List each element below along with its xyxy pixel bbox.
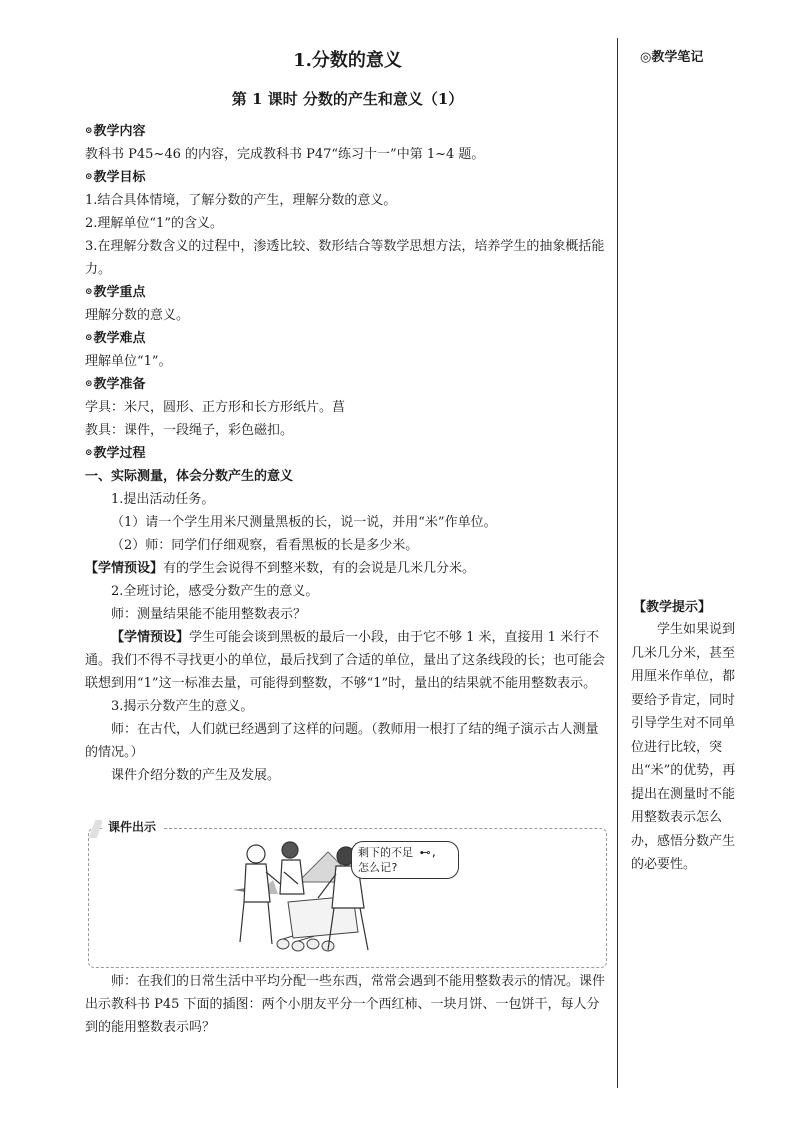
- bullet-icon: ⊙: [85, 172, 93, 182]
- notes-title: ◎教学笔记: [640, 50, 704, 65]
- section-heading-key: ⊙ 教学重点: [85, 281, 610, 304]
- rope-icon: ⊷: [419, 846, 431, 859]
- bullet-icon: ⊙: [85, 287, 93, 297]
- preset-1: 【学情预设】有的学生会说得不到整米数，有的会说是几米几分米。: [85, 561, 476, 576]
- preset-2: 【学情预设】学生可能会谈到黑板的最后一小段，由于它不够 1 米，直接用 1 米行不通。我们不得不寻找更小的单位，最后找到了合适的单位，量出了这条线段的长；也可能会联想到用“1”这一标准去量，可能得到整数，不够“1”时，量出的结果就不能用整数表示。: [85, 630, 606, 691]
- section-heading-content: ⊙ 教学内容: [85, 120, 610, 143]
- section-heading-goals: ⊙ 教学目标: [85, 166, 610, 189]
- step-2a: 师：测量结果能不能用整数表示？: [111, 607, 307, 622]
- bullet-icon: ⊙: [85, 333, 93, 343]
- content-text: 教科书 P45~46 的内容，完成教科书 P47“练习十一”中第 1~4 题。: [85, 147, 485, 162]
- difficulty-text: 理解单位“1”。: [85, 354, 172, 369]
- section-heading-prep: ⊙ 教学准备: [85, 373, 610, 396]
- tip-title: 【教学提示】: [633, 600, 712, 615]
- step-3a: 师：在古代，人们就已经遇到了这样的问题。（教师用一根打了结的绳子演示古人测量的情况。）: [85, 722, 599, 760]
- bullet-icon: ⊙: [85, 379, 93, 389]
- bullet-icon: ⊙: [85, 126, 93, 136]
- speech-bubble: 剩下的不足 ⊷, 怎么记?: [351, 841, 459, 879]
- goal-2: 2.理解单位“1”的含义。: [85, 216, 223, 231]
- step-2: 2.全班讨论，感受分数产生的意义。: [111, 584, 319, 599]
- part-1-heading: 一、实际测量，体会分数产生的意义: [85, 469, 294, 484]
- prep-teacher: 教具：课件，一段绳子，彩色磁扣。: [85, 423, 294, 438]
- margin-divider: [617, 38, 618, 1088]
- section-heading-difficulty: ⊙ 教学难点: [85, 327, 610, 350]
- tip-body: 学生如果说到几米几分米，甚至用厘米作单位，都要给予肯定，同时引导学生对不同单位进行比较，突出“米”的优势，再提出在测量时不能用整数表示怎么办，感悟分数产生的必要性。: [631, 622, 736, 872]
- page-title: 1.分数的意义: [293, 50, 402, 71]
- lesson-subtitle: 第 1 课时 分数的产生和意义（1）: [231, 90, 464, 108]
- prep-student: 学具：米尺，圆形、正方形和长方形纸片。菖: [85, 400, 346, 415]
- step-1: 1.提出活动任务。: [111, 492, 215, 507]
- lesson-body: [85, 44, 610, 787]
- step-1b: （2）师：同学们仔细观察，看看黑板的长是多少米。: [111, 538, 419, 553]
- key-text: 理解分数的意义。: [85, 308, 190, 323]
- section-heading-process: ⊙ 教学过程: [85, 442, 610, 465]
- goal-3: 3.在理解分数含义的过程中，渗透比较、数形结合等数学思想方法，培养学生的抽象概括能力。: [85, 239, 605, 277]
- courseware-label: 课件出示: [102, 818, 162, 835]
- step-3: 3.揭示分数产生的意义。: [111, 699, 254, 714]
- bullet-icon: ⊙: [85, 448, 93, 458]
- step-1a: （1）请一个学生用米尺测量黑板的长，说一说，并用“米”作单位。: [111, 515, 497, 530]
- closing-paragraph: 师：在我们的日常生活中平均分配一些东西，常常会遇到不能用整数表示的情况。课件出示教科书 P45 下面的插图：两个小朋友平分一个西红柿、一块月饼、一包饼干，每人分到的能用整数表示吗？: [85, 974, 606, 1035]
- step-3b: 课件介绍分数的产生及发展。: [111, 768, 281, 783]
- goal-1: 1.结合具体情境，了解分数的产生，理解分数的意义。: [85, 193, 397, 208]
